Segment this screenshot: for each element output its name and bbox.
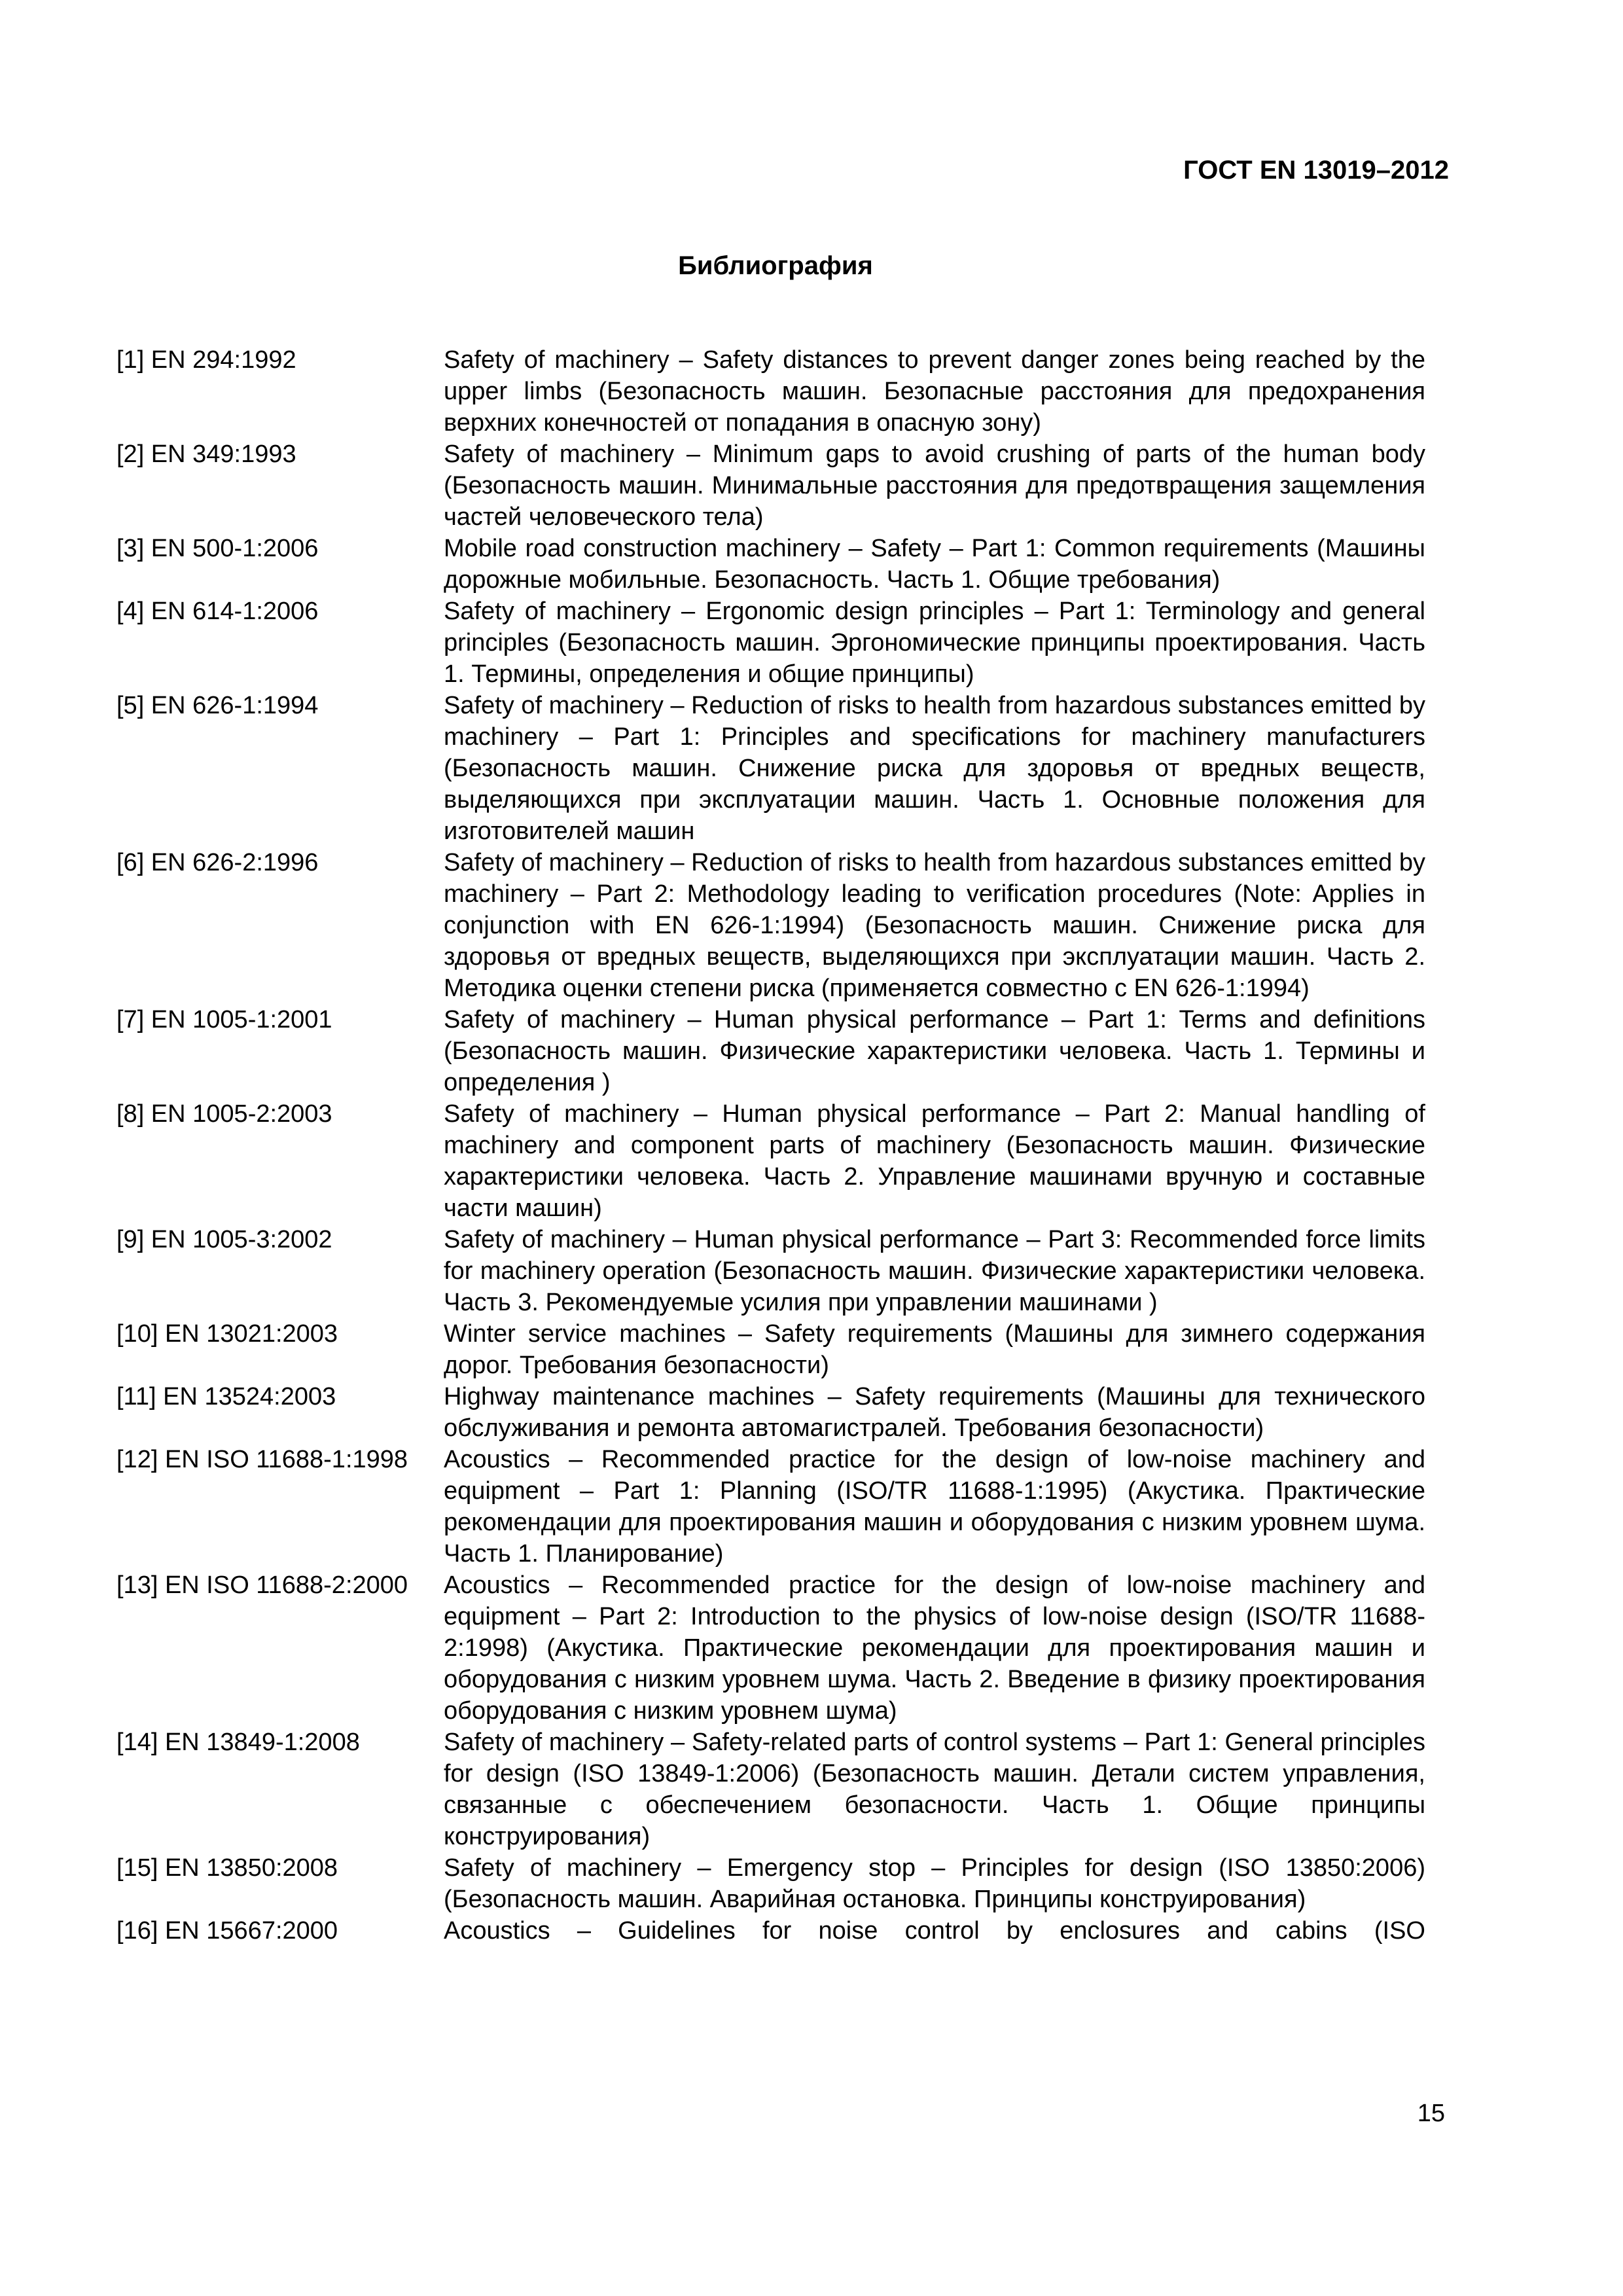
bibliography-entry — [116, 1381, 1425, 1444]
reference-title: Safety of machinery – Minimum gaps to avoid crushing of parts of the human body (Безопасность машин. Минимальные расстояния для предотвращения защемления частей человеческого тела) — [444, 440, 1425, 531]
bibliography-entry — [116, 596, 1425, 690]
bibliography-entry — [116, 1318, 1425, 1381]
reference-code: [5] EN 626-1:1994 — [116, 692, 319, 719]
bibliography-entry — [116, 1852, 1425, 1915]
reference-title: Safety of machinery – Human physical performance – Part 3: Recommended force limits for machinery operation (Безопасность машин. Физические характеристики человека. Часть 3. Рекомендуемые усилия при управлении машинами ) — [444, 1226, 1425, 1316]
bibliography-entry — [116, 439, 1425, 533]
reference-code: [14] EN 13849-1:2008 — [116, 1729, 360, 1756]
bibliography-entry — [116, 1444, 1425, 1570]
reference-code: [10] EN 13021:2003 — [116, 1320, 338, 1348]
bibliography-entry — [116, 847, 1425, 1004]
reference-title: Mobile road construction machinery – Safety – Part 1: Common requirements (Машины дорожные мобильные. Безопасность. Часть 1. Общие требования) — [444, 535, 1425, 594]
reference-title: Highway maintenance machines – Safety requirements (Машины для технического обслуживания и ремонта автомагистралей. Требования безопасности) — [444, 1383, 1425, 1442]
reference-title: Safety of machinery – Human physical performance – Part 2: Manual handling of machinery and component parts of machinery (Безопасность машин. Физические характеристики человека. Часть 2. Управление машинами вручную и составные части машин) — [444, 1100, 1425, 1222]
reference-title: Safety of machinery – Human physical performance – Part 1: Terms and definitions (Безопасность машин. Физические характеристики человека. Часть 1. Термины и определения ) — [444, 1006, 1425, 1096]
reference-code: [2] EN 349:1993 — [116, 440, 296, 468]
bibliography-entry — [116, 344, 1425, 439]
page-number: 15 — [1417, 2100, 1445, 2127]
bibliography-entry — [116, 1098, 1425, 1224]
reference-code: [12] EN ISO 11688-1:1998 — [116, 1446, 408, 1473]
bibliography-entry — [116, 1727, 1425, 1852]
bibliography-entry — [116, 1570, 1425, 1727]
reference-title: Safety of machinery – Emergency stop – Principles for design (ISO 13850:2006) (Безопасность машин. Аварийная остановка. Принципы конструирования) — [444, 1854, 1425, 1913]
reference-code: [13] EN ISO 11688-2:2000 — [116, 1571, 408, 1599]
reference-title: Safety of machinery – Safety distances to prevent danger zones being reached by the upper limbs (Безопасность машин. Безопасные расстояния для предохранения верхних конечностей от попадания в опасную зону) — [444, 346, 1425, 437]
reference-code: [4] EN 614-1:2006 — [116, 598, 319, 625]
document-code-header: ГОСТ EN 13019–2012 — [1183, 156, 1449, 185]
bibliography-entry — [116, 1915, 1425, 1946]
reference-title: Acoustics – Guidelines for noise control by enclosures and cabins (ISO — [444, 1917, 1425, 1945]
reference-title: Safety of machinery – Reduction of risks to health from hazardous substances emitted by machinery – Part 1: Principles and specifications for machinery manufacturers (Безопасность машин. Снижение риска для здоровья от вредных веществ, выделяющихся при эксплуатации машин. Часть 1. Основные положения для изготовителей машин — [444, 692, 1425, 845]
reference-code: [1] EN 294:1992 — [116, 346, 296, 374]
reference-title: Safety of machinery – Ergonomic design principles – Part 1: Terminology and general principles (Безопасность машин. Эргономические принципы проектирования. Часть 1. Термины, определения и общие принципы) — [444, 598, 1425, 688]
reference-code: [11] EN 13524:2003 — [116, 1383, 336, 1410]
bibliography-entry — [116, 1004, 1425, 1098]
reference-code: [15] EN 13850:2008 — [116, 1854, 338, 1882]
bibliography-list — [116, 344, 1425, 1946]
reference-title: Safety of machinery – Safety-related parts of control systems – Part 1: General principles for design (ISO 13849-1:2006) (Безопасность машин. Детали систем управления, связанные с обеспечением безопасности. Часть 1. Общие принципы конструирования) — [444, 1729, 1425, 1850]
reference-code: [6] EN 626-2:1996 — [116, 849, 319, 876]
reference-title: Acoustics – Recommended practice for the design of low-noise machinery and equipment – Part 1: Planning (ISO/TR 11688-1:1995) (Акустика. Практические рекомендации для проектирования машин и оборудования с низким уровнем шума. Часть 1. Планирование) — [444, 1446, 1425, 1568]
bibliography-entry — [116, 690, 1425, 847]
reference-title: Winter service machines – Safety requirements (Машины для зимнего содержания дорог. Требования безопасности) — [444, 1320, 1425, 1379]
reference-title: Acoustics – Recommended practice for the design of low-noise machinery and equipment – Part 2: Introduction to the physics of low-noise design (ISO/TR 11688-2:1998) (Акустика. Практические рекомендации для проектирования машин и оборудования с низким уровнем шума. Часть 2. Введение в физику проектирования оборудования с низким уровнем шума) — [444, 1571, 1425, 1725]
bibliography-heading: Библиография — [678, 251, 873, 280]
reference-code: [9] EN 1005-3:2002 — [116, 1226, 332, 1253]
reference-code: [8] EN 1005-2:2003 — [116, 1100, 332, 1128]
bibliography-entry — [116, 533, 1425, 596]
reference-code: [3] EN 500-1:2006 — [116, 535, 319, 562]
reference-code: [16] EN 15667:2000 — [116, 1917, 338, 1945]
bibliography-entry — [116, 1224, 1425, 1318]
reference-code: [7] EN 1005-1:2001 — [116, 1006, 332, 1033]
reference-title: Safety of machinery – Reduction of risks to health from hazardous substances emitted by machinery – Part 2: Methodology leading to verification procedures (Note: Applies in conjunction with EN 626-1:1994) (Безопасность машин. Снижение риска для здоровья от вредных веществ, выделяющихся при эксплуатации машин. Часть 2. Методика оценки степени риска (применяется совместно с EN 626-1:1994) — [444, 849, 1425, 1002]
